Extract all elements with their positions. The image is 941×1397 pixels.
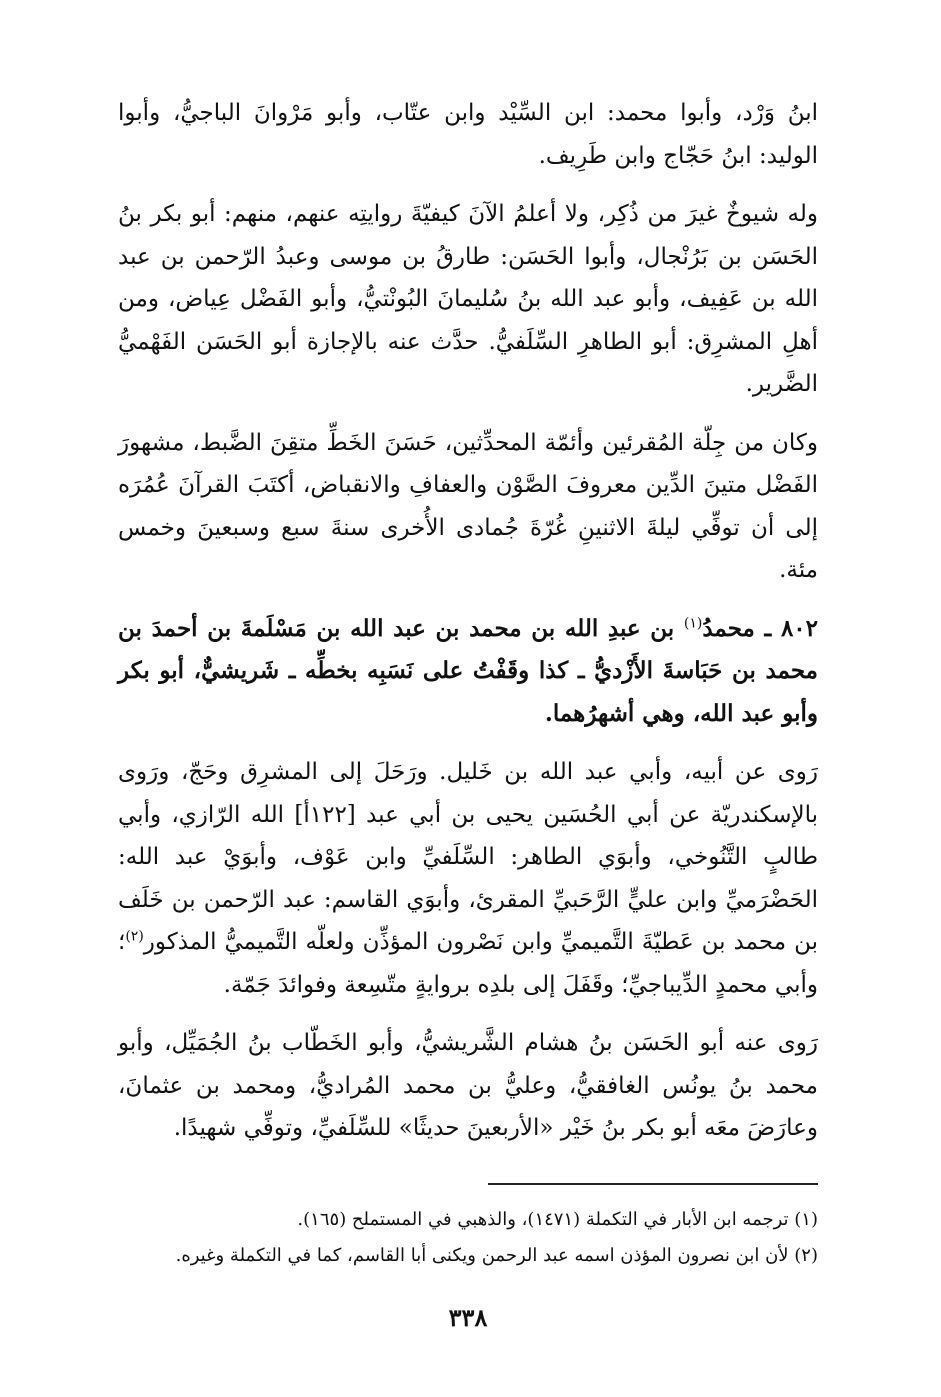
footnote-separator	[488, 1183, 818, 1185]
book-page	[118, 92, 818, 1372]
paragraph	[118, 751, 818, 1006]
entry-lineage: بن عبدِ الله بن محمد بن عبد الله بن مَسْلَمةَ بن أحمدَ بن محمد بن حَبَاسةَ الأَزْديُّ ـ كذا وقَفْتُ على نَسَبِه بخطِّه ـ شَريشيٌّ، أبو بكر وأبو عبد الله، وهي أشهرُهما.	[118, 614, 818, 727]
page-number: ٣٣٨	[448, 1303, 488, 1332]
paragraph-text: ؛ وأبي محمدٍ الدِّيباجيِّ؛ وقَفَلَ إلى بلدِه بروايةٍ متّسِعة وفوائدَ جَمّة.	[118, 929, 818, 998]
paragraph-text: رَوى عن أبيه، وأبي عبد الله بن خَليل. ورَحَلَ إلى المشرِق وحَجّ، ورَوى بالإسكندريّة عن أبي الحُسَين يحيى بن أبي عبد [١٢٢أ] الله الرّازي، وأبي طالبٍ التَّنُوخي، وأبوَي الطاهر: السِّلَفيِّ وابن عَوْف، وأبوَيْ عبد الله: الحَضْرَميِّ وابن عليٍّ الرَّحَبيِّ المقرئ، وأبوَي القاسم: عبد الرّحمن بن خَلَف بن محمد بن عَطيّةَ التَّميميِّ وابن نَصْرون المؤذِّن ولعلّه التَّميميُّ المذكور	[118, 759, 818, 955]
footnote-reference: (١)	[683, 614, 703, 631]
footnote: (١) ترجمه ابن الأبار في التكملة (١٤٧١)، والذهبي في المستملح (١٦٥).	[297, 1209, 818, 1230]
footnotes	[118, 1202, 818, 1274]
paragraph: وكان من جِلّة المُقرئين وأئمّة المحدِّثين، حَسَنَ الخَطِّ متقِنَ الضَّبط، مشهورَ الفَضْل متينَ الدِّين معروفَ الصَّوْن والعفافِ والانقباض، أكتَبَ القرآنَ عُمُرَه إلى أن توفِّي ليلةَ الاثنينِ غُرّةَ جُمادى الأُخرى سنةَ سبع وسبعينَ وخمس مئة.	[118, 429, 818, 583]
paragraph: ابنُ وَرْد، وأبوا محمد: ابن السِّيْد وابن عتّاب، وأبو مَرْوانَ الباجيُّ، وأبوا الوليد: ابنُ حَجّاج وابن طَرِيف.	[118, 100, 818, 169]
paragraph: رَوى عنه أبو الحَسَن بنُ هشام الشَّريشيُّ، وأبو الخَطّاب بنُ الجُمَيِّل، وأبو محمد بنُ يونُس الغافقيُّ، وعليُّ بن محمد المُراديُّ، ومحمد بن عثمانَ، وعارَضَ معَه أبو بكر بنُ خَيْر «الأربعينَ حديثًا» للسِّلَفيِّ، وتوفِّي شهيدًا.	[118, 1030, 818, 1141]
footnote: (٢) لأن ابن نصرون المؤذن اسمه عبد الرحمن ويكنى أبا القاسم، كما في التكملة وغيره.	[175, 1245, 818, 1266]
paragraph: وله شيوخٌ غيرَ من ذُكِر، ولا أعلمُ الآنَ كيفيّةَ روايتِه عنهم، منهم: أبو بكر بنُ الحَسَن بن بَرُنْجال، وأبوا الحَسَن: طارقُ بن موسى وعبدُ الرّحمن بن عبد الله بن عَفِيف، وأبو عبد الله بنُ سُليمانَ البُونْتيُّ، وأبو الفَضْل عِياض، ومن أهلِ المشرِق: أبو الطاهرِ السِّلَفيُّ. حدَّث عنه بالإجازة أبو الحَسَن الفَهْميُّ الضَّرير.	[118, 201, 818, 397]
footnote-reference: (٢)	[125, 928, 144, 945]
entry-number-name: ٨٠٢ ـ محمدُ	[702, 614, 818, 642]
biography-entry-heading	[118, 608, 818, 736]
